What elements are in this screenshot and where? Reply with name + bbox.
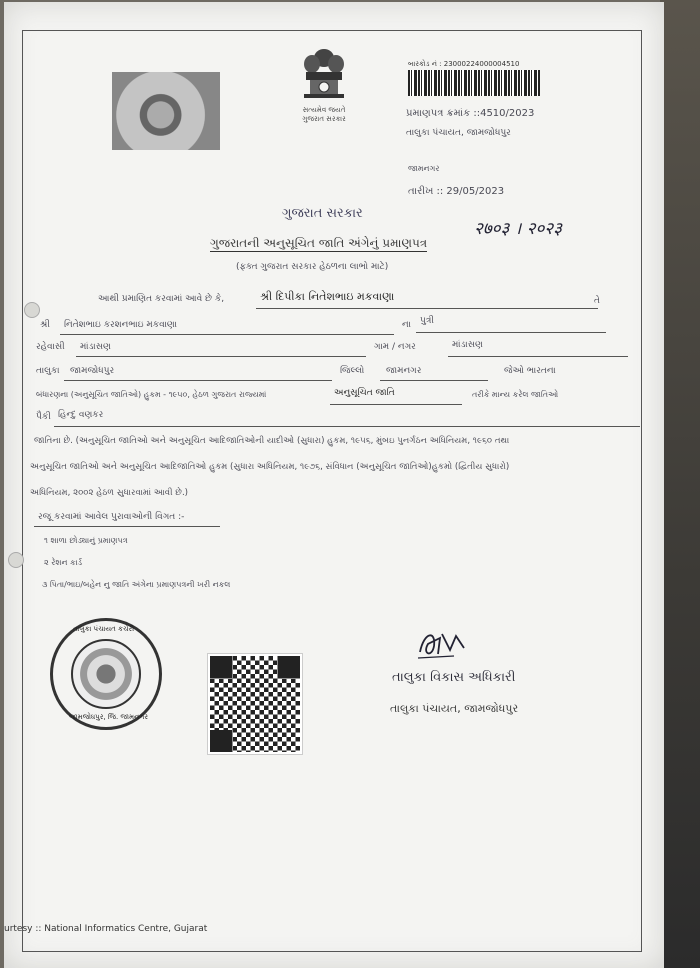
legal-para-line-3: અધિનિયમ, ૨૦૦૨ હેઠળ સુધારવામાં આવી છે.) xyxy=(30,488,189,498)
father-name: નિતેશભાઇ કરશનભાઇ મકવાણા xyxy=(64,320,177,330)
district-line xyxy=(380,380,488,381)
barcode-number: બારકોડ નં : 23000224000004510 xyxy=(408,60,520,68)
seal-text-top: તાલુકા પંચાયત કચેરી xyxy=(73,625,135,633)
background-surface xyxy=(660,0,700,968)
seal-emblem-icon xyxy=(71,639,141,709)
taluka-line xyxy=(64,380,332,381)
category: અનુસૂચિત જાતિ xyxy=(334,388,395,398)
taluka: જામજોધપુર xyxy=(70,366,115,376)
resident-label: રહેવાસી xyxy=(36,342,65,352)
documents-heading: રજૂ કરવામાં આવેલ પુરાવાઓની વિગત :- xyxy=(38,512,185,522)
footer-courtesy: urtesy :: National Informatics Centre, Gujarat xyxy=(4,924,208,934)
seal-text-bottom: જામજોધપુર, જિ. જામનગર xyxy=(69,713,148,721)
holder-name-line xyxy=(256,308,598,309)
holder-photo xyxy=(112,72,220,150)
government-title: ગુજરાત સરકાર xyxy=(282,206,363,221)
village: માંડાસણ xyxy=(452,340,483,350)
signature-icon xyxy=(414,624,470,664)
state-suffix: જેઓ ભારતના xyxy=(504,366,556,376)
certificate-subtitle: (ફક્ત ગુજરાત સરકાર હેઠળના લાભો માટે) xyxy=(236,262,389,272)
relation-label: ના xyxy=(402,320,411,330)
document-item: ૧ શાળા છોડ્યાનું પ્રમાણપત્ર xyxy=(44,536,128,545)
certificate-title: ગુજરાતની અનુસૂચિત જાતિ અંગેનું પ્રમાણપત્ર xyxy=(210,236,428,250)
te-text: તે xyxy=(594,296,600,306)
legal-para-line-2: અનુસૂચિત જાતિઓ અને અનુસૂચિત આદિજાતિઓ હુકમ (સુધારા અધિનિયમ, ૧૯૭૬, સંવિધાન (અનુસૂચિત જાતિઓ)હુકમો (દ્વિતીય સુધારો) xyxy=(30,462,510,472)
certificate-number: પ્રમાણપત્ર ક્રમાંક ::4510/2023 xyxy=(406,108,535,119)
issue-date: તારીખ :: 29/05/2023 xyxy=(408,186,505,197)
signatory-title: તાલુકા વિકાસ અધિકારી xyxy=(392,670,516,685)
district-label: જિલ્લો xyxy=(340,366,365,376)
holder-name: શ્રી દિપીકા નિતેશભાઇ મકવાણા xyxy=(260,290,395,303)
emblem-government: ગુજરાત સરકાર xyxy=(302,115,346,123)
emblem-motto: સત્યમેવ જયતે xyxy=(302,106,346,114)
document-item: ૨ રેશન કાર્ડ xyxy=(44,558,83,567)
office-seal xyxy=(50,618,162,730)
intro-text: આથી પ્રમાણિત કરવામાં આવે છે કે, xyxy=(98,294,225,304)
certificate-paper xyxy=(4,2,664,968)
legal-para-line-1: જાતિના છે. (અનુસૂચિત જાતિઓ અને અનુસૂચિત આદિજાતિઓની યાદીઓ (સુધારા) હુકમ, ૧૯૫૬, મુંબઇ પુનર્ગઠન અધિનિયમ, ૧૯૬૦ તથા xyxy=(34,436,510,446)
document-item: ૩ પિતા/ભાઇ/બહેન નુ જાતિ અંગેના પ્રમાણપત્રની ખરી નકલ xyxy=(42,580,231,589)
punch-hole-top xyxy=(24,302,40,318)
relation: પુત્રી xyxy=(420,316,434,326)
handwritten-note: २७०३ । २०२३ xyxy=(474,219,562,239)
caste-line xyxy=(54,426,640,427)
village-line xyxy=(448,356,628,357)
shri-label: શ્રી xyxy=(40,320,50,330)
signatory-office: તાલુકા પંચાયત, જામજોધપુર xyxy=(390,702,519,715)
order-text: બંધારણના (અનુસૂચિત જાતિઓ) હુકમ - ૧૯૫૦, હેઠળ ગુજરાત રાજ્યમાં xyxy=(36,390,267,399)
taluka-label: તાલુકા xyxy=(36,366,60,376)
place: જામનગર xyxy=(408,164,440,173)
category-line xyxy=(330,404,462,405)
father-name-line xyxy=(60,334,394,335)
resident: માંડાસણ xyxy=(80,342,111,352)
barcode-image xyxy=(408,70,540,96)
relation-line xyxy=(416,332,606,333)
documents-heading-line xyxy=(34,526,220,527)
resident-line xyxy=(76,356,366,357)
qr-code xyxy=(208,654,302,754)
issuer-office: તાલુકા પંચાયત, જામજોધપુર xyxy=(406,128,511,138)
state-emblem-icon xyxy=(296,44,352,106)
caste-label: પૈકી xyxy=(36,412,51,422)
punch-hole-bottom xyxy=(8,552,24,568)
recognized-text: તરીકે માન્ય કરેલ જાતિઓ xyxy=(472,390,559,399)
district: જામનગર xyxy=(386,366,422,376)
village-label: ગામ / નગર xyxy=(374,342,416,352)
caste: હિન્દુ વણકર xyxy=(58,410,104,420)
